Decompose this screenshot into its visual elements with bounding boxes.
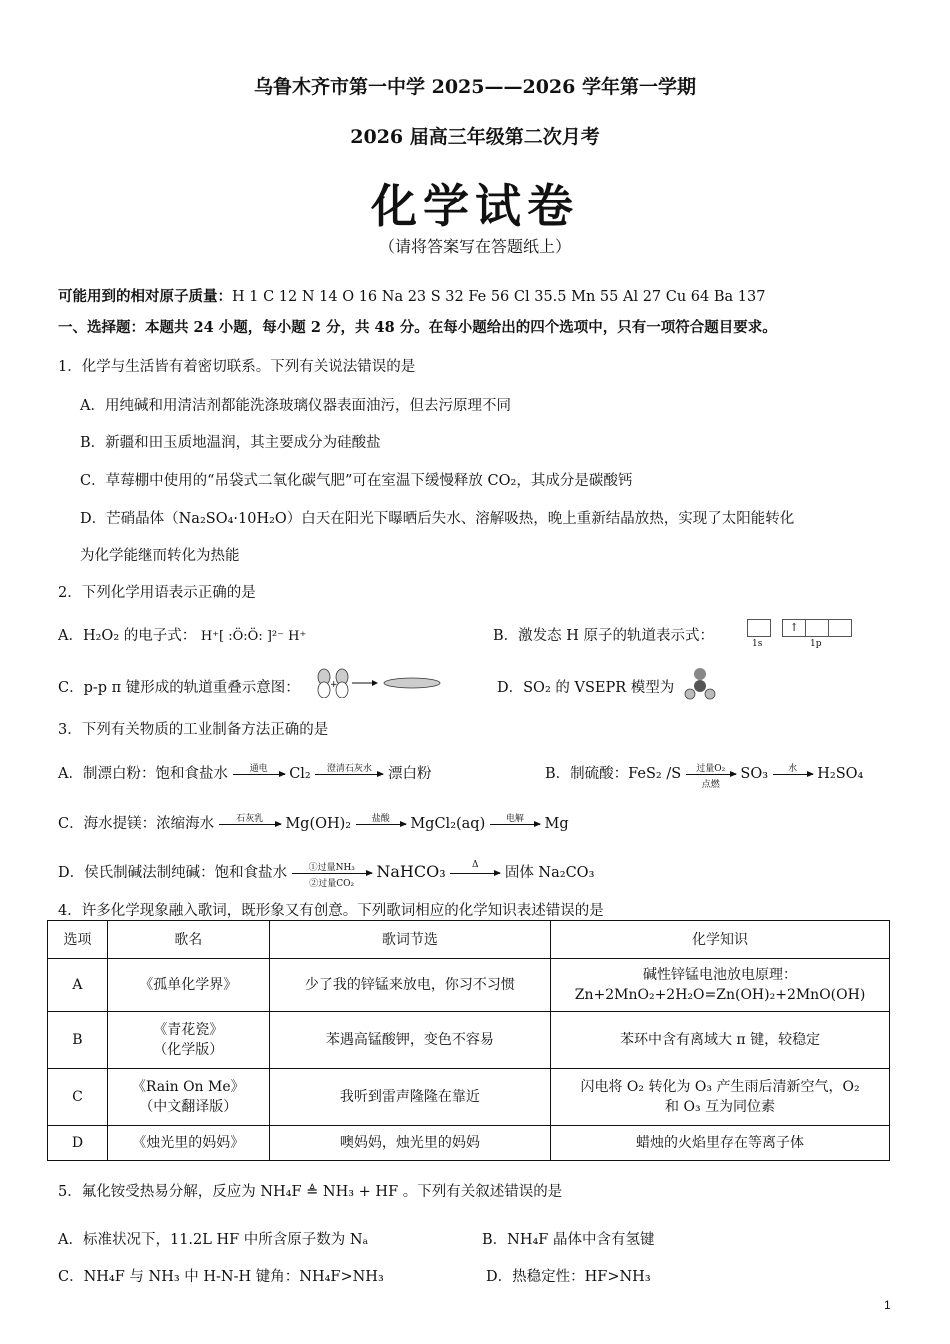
row-lyric: 我听到雷声隆隆在靠近 [269, 1069, 550, 1126]
q1-option-a: A．用纯碱和用清洁剂都能洗涤玻璃仪器表面油污，但去污原理不同 [80, 398, 511, 414]
q3-d-product-2: 固体 Na₂CO₃ [504, 865, 595, 881]
row-song: 《青花瓷》 （化学版） [107, 1012, 269, 1069]
row-song: 《Rain On Me》 （中文翻译版） [107, 1069, 269, 1126]
q5-option-b: B．NH₄F 晶体中含有氢键 [482, 1232, 655, 1248]
q3-option-b [545, 762, 864, 790]
page-number: 1 [884, 1298, 891, 1312]
header-song: 歌名 [107, 921, 269, 959]
row-option: D [48, 1126, 108, 1161]
q3-d-arrow-2: Δ [450, 873, 500, 874]
h2o2-electron-formula: H⁺[ :Ö:Ö: ]²⁻ H⁺ [200, 629, 307, 644]
table-row [48, 1126, 890, 1161]
q5-stem [58, 1180, 562, 1201]
q2-option-c: C．p-p π 键形成的轨道重叠示意图： [58, 680, 300, 696]
q3-option-d [58, 859, 595, 889]
q4-stem: 4．许多化学现象融入歌词，既形象又有创意。下列歌词相应的化学知识表述错误的是 [58, 903, 604, 919]
q1-stem: 1．化学与生活皆有着密切联系。下列有关说法错误的是 [58, 359, 416, 375]
q3-stem: 3．下列有关物质的工业制备方法正确的是 [58, 722, 329, 738]
q3-b-arrow-1: 过量O₂ 点燃 [686, 774, 736, 775]
q3-option-a [58, 762, 431, 783]
q2-option-d: D．SO₂ 的 VSEPR 模型为 [497, 680, 675, 696]
row-knowledge: 碱性锌锰电池放电原理： Zn+2MnO₂+2H₂O=Zn(OH)₂+2MnO(OH) [551, 959, 890, 1012]
q5-stem-post: 。下列有关叙述错误的是 [402, 1184, 563, 1200]
q3-b-prefix: B．制硫酸：FeS₂ /S [545, 766, 682, 782]
q2-option-a [58, 624, 306, 645]
q3-c-product-1: Mg(OH)₂ [285, 816, 352, 832]
q3-c-product-2: MgCl₂(aq) [410, 816, 486, 832]
row-option: C [48, 1069, 108, 1126]
q5-stem-pre: 5．氟化铵受热易分解，反应为 [58, 1184, 256, 1200]
row-lyric: 少了我的锌锰来放电，你习不习惯 [269, 959, 550, 1012]
table-header-row [48, 921, 890, 959]
q3-b-product-2: H₂SO₄ [817, 766, 864, 782]
orbital-label-1s: 1s [752, 639, 763, 649]
orbital-1p-box-1: ↑ [782, 619, 806, 637]
row-song: 《烛光里的妈妈》 [107, 1126, 269, 1161]
header-knowledge: 化学知识 [551, 921, 890, 959]
table-row [48, 1069, 890, 1126]
q3-b-arrow-2: 水 [773, 774, 813, 775]
atomic-masses-values: H 1 C 12 N 14 O 16 Na 23 S 32 Fe 56 Cl 35.5 Mn 55 Al 27 Cu 64 Ba 137 [232, 289, 766, 305]
orbital-1s-box [747, 619, 771, 637]
q2-option-b-text: B．激发态 H 原子的轨道表示式： [493, 628, 715, 644]
q1-option-d-cont: 为化学能继而转化为热能 [80, 548, 240, 564]
q1-option-c: C．草莓棚中使用的“吊袋式二氧化碳气肥”可在室温下缓慢释放 CO₂，其成分是碳酸钙 [80, 473, 633, 489]
atomic-masses [58, 285, 765, 306]
q5-option-d: D．热稳定性：HF>NH₃ [486, 1269, 651, 1285]
q3-c-arrow-3: 电解 [490, 824, 540, 825]
row-knowledge: 苯环中含有离域大 π 键，较稳定 [551, 1012, 890, 1069]
orbital-1p-box-3 [829, 619, 852, 637]
q1-option-b: B．新疆和田玉质地温润，其主要成分为硅酸盐 [80, 435, 381, 451]
q1-option-d: D．芒硝晶体（Na₂SO₄·10H₂O）白天在阳光下曝晒后失水、溶解吸热，晚上重新结晶放热，实现了太阳能转化 [80, 511, 795, 527]
q3-a-product-1: Cl₂ [289, 766, 311, 782]
row-knowledge: 闪电将 O₂ 转化为 O₃ 产生雨后清新空气，O₂ 和 O₃ 互为同位素 [551, 1069, 890, 1126]
q5-option-a: A．标准状况下，11.2L HF 中所含原子数为 Nₐ [58, 1232, 369, 1248]
q3-d-product-1: NaHCO₃ [376, 862, 446, 881]
header-lyric: 歌词节选 [269, 921, 550, 959]
q3-b-product-1: SO₃ [740, 766, 769, 782]
svg-text:+: + [330, 680, 338, 690]
q3-a-arrow-1: 通电 [233, 774, 285, 775]
row-option: B [48, 1012, 108, 1069]
q3-c-prefix: C．海水提镁：浓缩海水 [58, 816, 215, 832]
orbital-1p-box-2 [806, 619, 829, 637]
q3-a-product-2: 漂白粉 [387, 766, 432, 782]
q3-c-arrow-1: 石灰乳 [219, 824, 281, 825]
q3-option-c [58, 812, 569, 833]
orbital-diagram [747, 617, 852, 637]
q3-c-arrow-2: 盐酸 [356, 824, 406, 825]
row-option: A [48, 959, 108, 1012]
q3-a-arrow-2: 澄清石灰水 [315, 774, 383, 775]
table-row [48, 1012, 890, 1069]
row-lyric: 噢妈妈，烛光里的妈妈 [269, 1126, 550, 1161]
q5-equation: NH₄F ≜ NH₃ + HF [260, 1184, 399, 1200]
school-line: 乌鲁木齐市第一中学 2025——2026 学年第一学期 [254, 76, 696, 98]
header-option: 选项 [48, 921, 108, 959]
q2-stem: 2．下列化学用语表示正确的是 [58, 585, 256, 601]
row-knowledge: 蜡烛的火焰里存在等离子体 [551, 1126, 890, 1161]
q3-a-prefix: A．制漂白粉：饱和食盐水 [58, 766, 228, 782]
q3-c-product-3: Mg [544, 816, 569, 832]
q2-option-b [493, 624, 714, 645]
orbital-label-1p: 1p [810, 639, 822, 649]
q5-option-c: C．NH₄F 与 NH₃ 中 H-N-H 键角：NH₄F>NH₃ [58, 1269, 384, 1285]
q3-d-arrow-1: ①过量NH₃ ②过量CO₂ [292, 873, 372, 874]
row-lyric: 苯遇高锰酸钾，变色不容易 [269, 1012, 550, 1069]
table-row [48, 959, 890, 1012]
q2-option-a-text: A．H₂O₂ 的电子式： [58, 628, 197, 644]
q4-table [47, 920, 890, 1161]
row-song: 《孤单化学界》 [107, 959, 269, 1012]
exam-line: 2026 届高三年级第二次月考 [350, 126, 600, 148]
page-title: 化学试卷 [371, 179, 579, 233]
pi-bond-overlap-diagram [312, 668, 447, 698]
so2-vsepr-model [683, 666, 717, 700]
answer-note: （请将答案写在答题纸上） [378, 237, 571, 256]
q3-d-prefix: D．侯氏制碱法制纯碱：饱和食盐水 [58, 865, 288, 881]
section-heading: 一、选择题：本题共 24 小题，每小题 2 分，共 48 分。在每小题给出的四个选项中，只有一项符合题目要求。 [58, 319, 777, 336]
atomic-masses-label: 可能用到的相对原子质量： [58, 288, 232, 305]
